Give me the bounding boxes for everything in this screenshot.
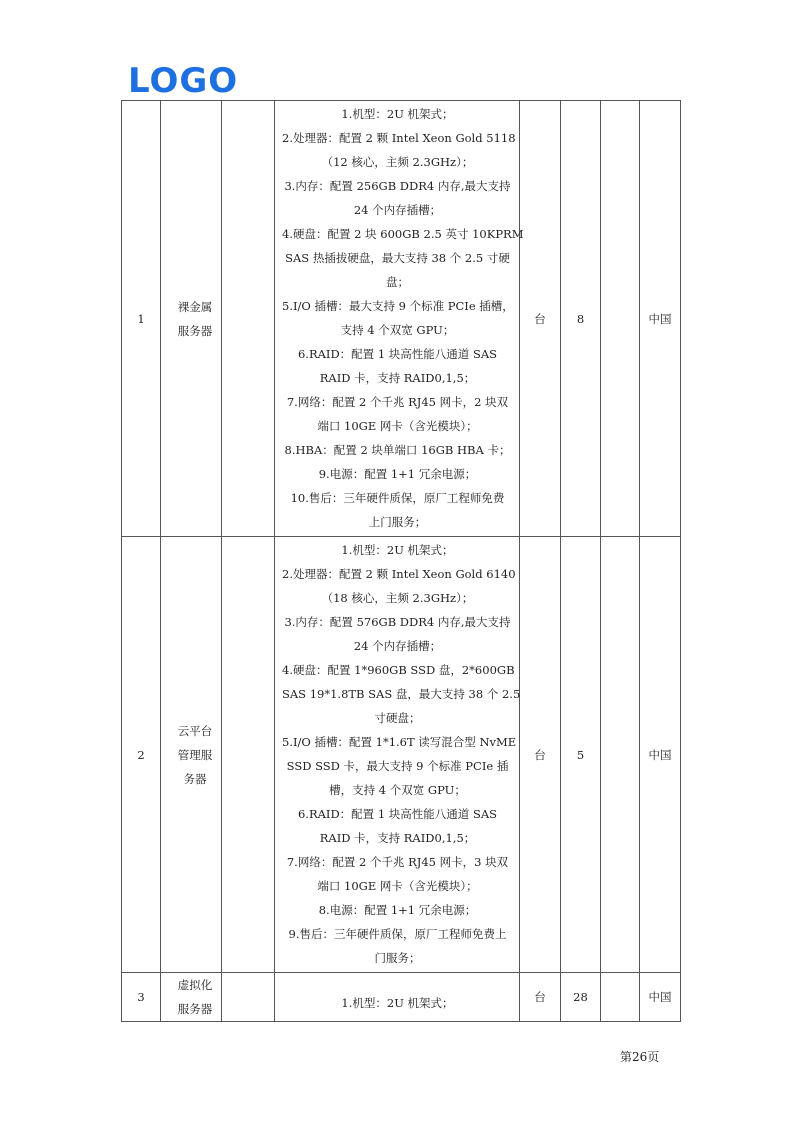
spec-line: 1.机型：2U 机架式； [341,543,454,557]
product-name-line: 管理服 [177,747,213,762]
spec-line: 4.硬盘：配置 2 块 600GB 2.5 英寸 10KPRM [282,227,524,241]
empty-cell [601,973,640,1022]
empty-cell [222,537,275,973]
spec-line: 24 个内存插槽； [353,639,442,653]
unit-cell: 台 [520,537,561,973]
spec-line: SAS 19*1.8TB SAS 盘，最大支持 38 个 2.5 [282,687,521,701]
spec-line: SAS 热插拔硬盘，最大支持 38 个 2.5 寸硬 [285,251,510,265]
spec-line: 3.内存：配置 256GB DDR4 内存,最大支持 [284,179,511,193]
spec-line: 24 个内存插槽； [353,203,442,217]
product-name-line: 服务器 [177,323,213,338]
spec-line: 上门服务； [368,515,427,529]
spec-line: 3.内存：配置 576GB DDR4 内存,最大支持 [284,615,511,629]
spec-line: 9.电源：配置 1+1 冗余电源； [318,467,477,481]
product-name-line: 虚拟化 [177,978,213,992]
unit-cell: 台 [520,101,561,537]
spec-line: RAID 卡，支持 RAID0,1,5； [319,371,476,385]
empty-cell [601,101,640,537]
spec-line: 2.处理器：配置 2 颗 Intel Xeon Gold 5118 [282,131,516,145]
table-row [122,537,681,973]
spec-line: （12 核心，主频 2.3GHz）； [321,155,474,169]
spec-line: 端口 10GE 网卡（含光模块）； [317,419,478,433]
spec-line: 5.I/O 插槽：最大支持 9 个标准 PCIe 插槽， [282,299,514,313]
spec-line: 门服务； [374,951,421,965]
spec-line: 7.网络：配置 2 个千兆 RJ45 网卡，3 块双 [286,855,509,869]
spec-line: 10.售后：三年硬件质保，原厂工程师免费 [290,491,505,505]
product-name [161,537,222,973]
spec-line: 9.售后：三年硬件质保，原厂工程师免费上 [288,927,507,941]
spec-line: 4.硬盘：配置 1*960GB SSD 盘，2*600GB [282,663,515,677]
spec-line: 2.处理器：配置 2 颗 Intel Xeon Gold 6140 [282,567,516,581]
spec-line: （18 核心，主频 2.3GHz）； [321,591,474,605]
table-row [122,973,681,1022]
spec-line: 端口 10GE 网卡（含光模块）； [317,879,478,893]
origin-cell: 中国 [640,101,681,537]
product-name-line: 裸金属 [177,299,213,314]
spec-line: 8.电源：配置 1+1 冗余电源； [318,903,477,917]
quantity-cell: 28 [561,973,601,1022]
product-name [161,973,222,1022]
spec-line: 盘； [386,275,409,289]
product-name-line: 服务器 [177,1002,213,1016]
spec-line: 7.网络：配置 2 个千兆 RJ45 网卡，2 块双 [286,395,509,409]
product-name-line: 务器 [183,771,207,786]
spec-line: 8.HBA：配置 2 块单端口 16GB HBA 卡； [284,443,511,457]
unit-cell: 台 [520,973,561,1022]
spec-line: RAID 卡，支持 RAID0,1,5； [319,831,476,845]
origin-cell: 中国 [640,537,681,973]
page-number: 第26页 [620,1050,660,1064]
spec-line: 5.I/O 插槽：配置 1*1.6T 读写混合型 NvME [282,735,517,749]
row-number: 1 [122,101,161,537]
table-row [122,101,681,537]
origin-cell: 中国 [640,973,681,1022]
spec-table [121,100,681,1022]
spec-line: 6.RAID：配置 1 块高性能八通道 SAS [297,807,498,821]
spec-cell [275,973,520,1022]
quantity-cell: 8 [561,101,601,537]
spec-cell [275,537,520,973]
row-number: 2 [122,537,161,973]
empty-cell [222,973,275,1022]
empty-cell [222,101,275,537]
empty-cell [601,537,640,973]
row-number: 3 [122,973,161,1022]
product-name-line: 云平台 [177,723,213,738]
spec-line: SSD SSD 卡，最大支持 9 个标准 PCIe 插 [286,759,509,773]
spec-line: 槽，支持 4 个双宽 GPU； [329,783,466,797]
spec-line: 6.RAID：配置 1 块高性能八通道 SAS [297,347,498,361]
logo: LOGO [128,61,239,101]
spec-line: 支持 4 个双宽 GPU； [340,323,455,337]
spec-cell [275,101,524,537]
spec-line: 寸硬盘； [374,711,421,725]
spec-line: 1.机型：2U 机架式； [341,996,454,1010]
product-name [161,101,222,537]
spec-line: 1.机型：2U 机架式； [341,107,454,121]
quantity-cell: 5 [561,537,601,973]
